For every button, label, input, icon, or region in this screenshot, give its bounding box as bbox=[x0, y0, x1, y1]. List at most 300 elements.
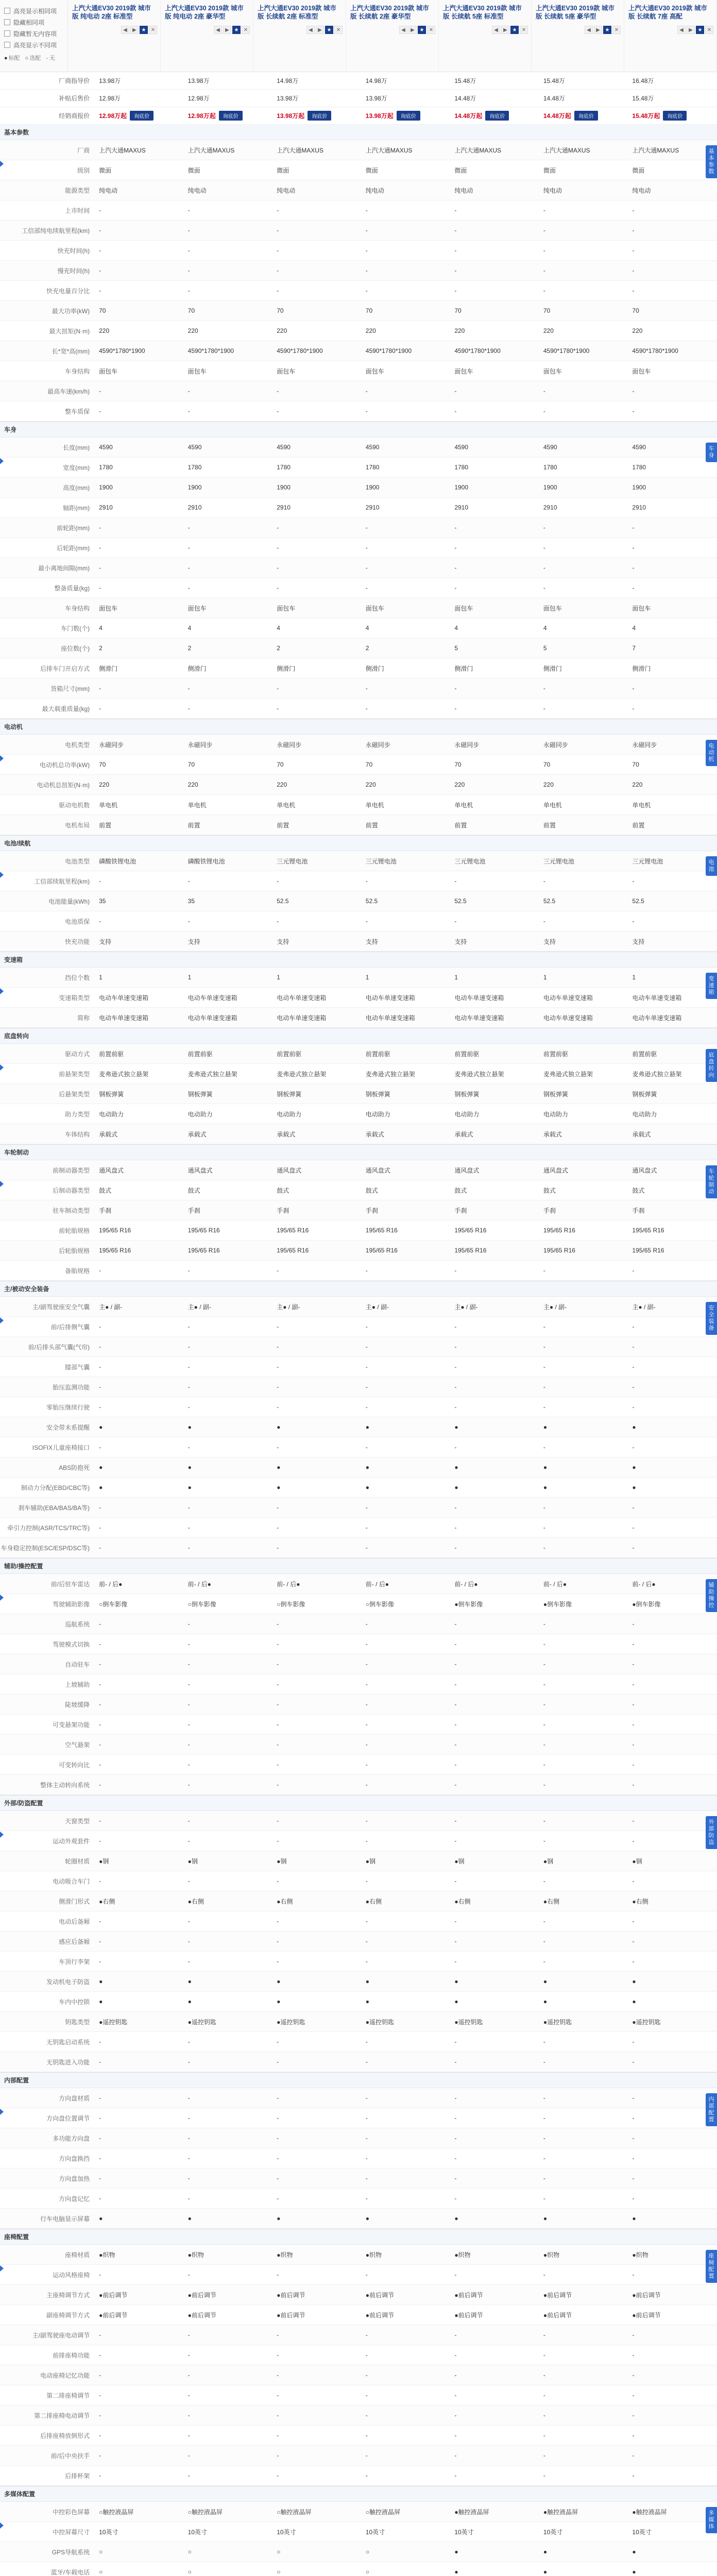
spec-row bbox=[0, 1180, 717, 1200]
spec-value: 10英寸 bbox=[277, 2528, 296, 2536]
spec-label: 后悬架类型 bbox=[59, 1090, 90, 1098]
price-value: 14.48万起 bbox=[454, 112, 483, 120]
spec-value: ● bbox=[632, 1484, 636, 1491]
spec-value: - bbox=[99, 1721, 101, 1728]
spec-value: ●右侧 bbox=[99, 1897, 115, 1905]
spec-value: - bbox=[187, 1877, 190, 1885]
option-highlight-same[interactable]: 高亮显示相同项 bbox=[4, 5, 63, 16]
spec-value: - bbox=[365, 267, 368, 274]
ask-price-button[interactable]: 询底价 bbox=[308, 111, 331, 121]
spec-value: - bbox=[99, 2331, 101, 2338]
move-left-icon[interactable]: ◀ bbox=[677, 26, 686, 34]
section-nav-tab[interactable]: 底盘转向 bbox=[706, 1049, 717, 1082]
car-name-link[interactable]: 上汽大通EV30 2019款 城市版 长续航 7座 高配 bbox=[628, 5, 707, 20]
checkbox-icon[interactable] bbox=[4, 42, 10, 48]
spec-value: - bbox=[454, 705, 457, 712]
car-name-link[interactable]: 上汽大通EV30 2019款 城市版 长续航 2座 豪华型 bbox=[350, 5, 429, 20]
spec-value: - bbox=[632, 2351, 635, 2359]
spec-label: 驾驶模式切换 bbox=[53, 1640, 90, 1648]
spec-value: - bbox=[277, 2094, 279, 2102]
spec-value: - bbox=[632, 1660, 635, 1668]
spec-row bbox=[0, 1377, 717, 1397]
spec-row bbox=[0, 1911, 717, 1931]
spec-value: - bbox=[543, 1817, 545, 1824]
spec-row bbox=[0, 2502, 717, 2522]
spec-value: 5 bbox=[454, 645, 458, 652]
pin-icon[interactable]: ★ bbox=[510, 26, 519, 34]
pin-icon[interactable]: ★ bbox=[140, 26, 148, 34]
spec-value: ●触控液晶屏 bbox=[632, 2508, 667, 2516]
spec-value: - bbox=[543, 1544, 545, 1551]
spec-value: - bbox=[99, 2134, 101, 2142]
spec-value: 侧滑门 bbox=[99, 665, 118, 672]
spec-value: - bbox=[187, 2351, 190, 2359]
spec-value: - bbox=[187, 1660, 190, 1668]
spec-value: 鼓式 bbox=[365, 1187, 378, 1194]
move-left-icon[interactable]: ◀ bbox=[492, 26, 500, 34]
spec-value: - bbox=[277, 207, 279, 214]
spec-value: - bbox=[99, 1877, 101, 1885]
option-hide-empty[interactable]: 隐藏暂无内容项 bbox=[4, 28, 63, 39]
spec-value: - bbox=[187, 207, 190, 214]
spec-value: 195/65 R16 bbox=[543, 1247, 575, 1254]
spec-row bbox=[0, 1008, 717, 1028]
close-icon[interactable]: ✕ bbox=[242, 26, 250, 34]
pin-icon[interactable]: ★ bbox=[325, 26, 333, 34]
pin-icon[interactable]: ★ bbox=[418, 26, 426, 34]
spec-value: - bbox=[187, 1958, 190, 1965]
spec-value: - bbox=[99, 1524, 101, 1531]
spec-row bbox=[0, 1574, 717, 1594]
move-left-icon[interactable]: ◀ bbox=[306, 26, 315, 34]
spec-value: - bbox=[543, 1701, 545, 1708]
spec-row bbox=[0, 2325, 717, 2345]
section-nav-tab[interactable]: 安全装备 bbox=[706, 1302, 717, 1335]
spec-value: 4590 bbox=[543, 444, 557, 451]
spec-value: - bbox=[187, 2271, 190, 2278]
spec-value: - bbox=[277, 1701, 279, 1708]
price-cell bbox=[362, 76, 451, 85]
spec-value: - bbox=[187, 2114, 190, 2122]
spec-value: 1780 bbox=[543, 464, 557, 471]
spec-label: 前/后驻车雷达 bbox=[50, 1580, 90, 1588]
spec-row bbox=[0, 1634, 717, 1654]
spec-value: 2910 bbox=[187, 504, 202, 511]
spec-value: 通风盘式 bbox=[632, 1166, 657, 1174]
spec-value: 侧滑门 bbox=[454, 665, 473, 672]
checkbox-icon[interactable] bbox=[4, 8, 10, 14]
move-right-icon[interactable]: ▶ bbox=[594, 26, 602, 34]
spec-row bbox=[0, 1952, 717, 1972]
spec-value: 单电机 bbox=[543, 801, 562, 809]
move-left-icon[interactable]: ◀ bbox=[399, 26, 407, 34]
spec-value: - bbox=[632, 2094, 635, 2102]
ask-price-button[interactable]: 询底价 bbox=[397, 111, 420, 121]
spec-row bbox=[0, 1200, 717, 1221]
spec-section bbox=[0, 125, 717, 422]
car-column bbox=[253, 0, 346, 72]
spec-row bbox=[0, 1891, 717, 1911]
spec-value: 1 bbox=[454, 974, 458, 981]
spec-value: - bbox=[543, 2155, 545, 2162]
spec-value: ●前后调节 bbox=[187, 2291, 216, 2299]
spec-value: - bbox=[277, 2155, 279, 2162]
spec-value: 永磁同步 bbox=[365, 741, 390, 749]
spec-value: - bbox=[365, 1504, 368, 1511]
spec-value: - bbox=[454, 1267, 457, 1274]
spec-value: - bbox=[187, 2371, 190, 2379]
move-right-icon[interactable]: ▶ bbox=[316, 26, 324, 34]
price-value: 14.48万 bbox=[543, 95, 565, 102]
close-icon[interactable]: ✕ bbox=[334, 26, 343, 34]
section-nav-tab[interactable]: 车身 bbox=[706, 443, 717, 462]
spec-value: 单电机 bbox=[277, 801, 296, 809]
spec-value: - bbox=[277, 2134, 279, 2142]
spec-value: - bbox=[632, 1383, 635, 1391]
checkbox-icon[interactable] bbox=[4, 19, 10, 25]
spec-row bbox=[0, 1594, 717, 1614]
spec-row bbox=[0, 1811, 717, 1831]
spec-value: 面包车 bbox=[632, 604, 651, 612]
spec-value: - bbox=[632, 2114, 635, 2122]
spec-value: ●倒车影像 bbox=[632, 1600, 661, 1608]
spec-value: - bbox=[99, 2114, 101, 2122]
spec-value: - bbox=[543, 1504, 545, 1511]
section-nav-tab[interactable]: 基本参数 bbox=[706, 145, 717, 178]
spec-value: - bbox=[365, 1640, 368, 1648]
spec-value: - bbox=[99, 2432, 101, 2439]
move-left-icon[interactable]: ◀ bbox=[121, 26, 129, 34]
spec-value: 纯电动 bbox=[454, 187, 473, 194]
spec-value: - bbox=[632, 1504, 635, 1511]
spec-label: 整体主动转向系统 bbox=[40, 1781, 90, 1789]
spec-row bbox=[0, 1831, 717, 1851]
spec-row bbox=[0, 1064, 717, 1084]
close-icon[interactable]: ✕ bbox=[427, 26, 435, 34]
spec-value: ○ bbox=[277, 2548, 281, 2555]
spec-value: 2910 bbox=[543, 504, 557, 511]
spec-value: - bbox=[454, 1504, 457, 1511]
pin-icon[interactable]: ★ bbox=[696, 26, 704, 34]
spec-value: - bbox=[454, 584, 457, 591]
price-cell bbox=[272, 94, 362, 103]
spec-value: ● bbox=[632, 1998, 636, 2005]
spec-row bbox=[0, 1337, 717, 1357]
spec-value: ● bbox=[277, 1423, 281, 1431]
ask-price-button[interactable]: 询底价 bbox=[574, 111, 598, 121]
spec-value: - bbox=[99, 1761, 101, 1768]
spec-section bbox=[0, 1028, 717, 1145]
spec-value: ● bbox=[187, 1978, 192, 1985]
spec-value: 侧滑门 bbox=[632, 665, 651, 672]
spec-value: - bbox=[277, 1817, 279, 1824]
spec-value: - bbox=[99, 1620, 101, 1628]
spec-value: - bbox=[454, 544, 457, 551]
close-icon[interactable]: ✕ bbox=[520, 26, 528, 34]
spec-value: 前- / 后● bbox=[277, 1580, 300, 1588]
spec-value: - bbox=[454, 1444, 457, 1451]
spec-value: 52.5 bbox=[543, 897, 556, 905]
ask-price-button[interactable]: 询底价 bbox=[130, 111, 153, 121]
spec-value: - bbox=[454, 685, 457, 692]
section-nav-tab[interactable]: 多媒体 bbox=[706, 2507, 717, 2533]
spec-label: 车门数(个) bbox=[61, 624, 90, 632]
spec-value: - bbox=[187, 1504, 190, 1511]
spec-value: 支持 bbox=[632, 938, 645, 945]
spec-value: - bbox=[454, 2371, 457, 2379]
spec-label: 驱动电机数 bbox=[59, 801, 90, 809]
spec-value: - bbox=[543, 1640, 545, 1648]
spec-row bbox=[0, 1972, 717, 1992]
spec-value: - bbox=[632, 408, 635, 415]
spec-label: 钥匙类型 bbox=[65, 2018, 90, 2026]
spec-row bbox=[0, 658, 717, 679]
spec-value: 面包车 bbox=[543, 367, 562, 375]
spec-value: - bbox=[454, 2094, 457, 2102]
spec-row bbox=[0, 871, 717, 891]
spec-row bbox=[0, 2108, 717, 2128]
spec-label: 后制动器类型 bbox=[53, 1187, 90, 1194]
car-name-link[interactable]: 上汽大通EV30 2019款 城市版 长续航 5座 豪华型 bbox=[536, 5, 614, 20]
spec-value: 10英寸 bbox=[187, 2528, 208, 2536]
spec-row bbox=[0, 1931, 717, 1952]
move-right-icon[interactable]: ▶ bbox=[687, 26, 695, 34]
spec-value: - bbox=[187, 1363, 190, 1370]
section-nav-tab[interactable]: 车轮制动 bbox=[706, 1165, 717, 1198]
price-cell bbox=[272, 111, 362, 121]
spec-value: - bbox=[365, 2175, 368, 2182]
spec-value: 上汽大通MAXUS bbox=[277, 146, 323, 154]
spec-value: - bbox=[187, 247, 190, 254]
spec-value: ○倒车影像 bbox=[99, 1600, 128, 1608]
spec-value: - bbox=[632, 1938, 635, 1945]
section-nav-tab[interactable]: 变速箱 bbox=[706, 973, 717, 999]
spec-value: 2 bbox=[99, 645, 103, 652]
spec-value: - bbox=[365, 2392, 368, 2399]
move-right-icon[interactable]: ▶ bbox=[501, 26, 509, 34]
section-nav-tab[interactable]: 电动机 bbox=[706, 740, 717, 766]
spec-label: 后轮胎规格 bbox=[59, 1247, 90, 1255]
spec-label: 变速箱类型 bbox=[59, 994, 90, 1002]
section-title: 辅助/操控配置 bbox=[0, 1558, 717, 1574]
spec-label: 车内中控锁 bbox=[59, 1998, 90, 2006]
spec-section bbox=[0, 1281, 717, 1558]
pin-icon[interactable]: ★ bbox=[232, 26, 241, 34]
ask-price-button[interactable]: 询底价 bbox=[485, 111, 509, 121]
spec-value: - bbox=[454, 1383, 457, 1391]
spec-value: 磷酸铁锂电池 bbox=[187, 857, 225, 865]
spec-label: 车身稳定控制(ESC/ESP/DSC等) bbox=[1, 1544, 90, 1552]
car-name-link[interactable]: 上汽大通EV30 2019款 城市版 纯电动 2座 豪华型 bbox=[165, 5, 244, 20]
spec-value: - bbox=[99, 524, 101, 531]
spec-value: 微面 bbox=[632, 166, 645, 174]
section-nav-tab[interactable]: 辅助操控 bbox=[706, 1579, 717, 1612]
spec-value: ●触控液晶屏 bbox=[454, 2508, 489, 2516]
spec-value: 70 bbox=[99, 307, 106, 314]
spec-value: 1 bbox=[365, 974, 369, 981]
car-name-link[interactable]: 上汽大通EV30 2019款 城市版 长续航 5座 标准型 bbox=[443, 5, 522, 20]
option-highlight-diff[interactable]: 高亮显示不同项 bbox=[4, 39, 63, 50]
spec-value: ○ bbox=[277, 2568, 281, 2575]
spec-row bbox=[0, 2189, 717, 2209]
spec-row bbox=[0, 1417, 717, 1437]
spec-label: 驻车制动类型 bbox=[53, 1207, 90, 1214]
move-left-icon[interactable]: ◀ bbox=[585, 26, 593, 34]
spec-value: ● bbox=[187, 1423, 192, 1431]
section-arrow-icon bbox=[0, 1832, 4, 1838]
pin-icon[interactable]: ★ bbox=[603, 26, 611, 34]
spec-value: - bbox=[543, 1741, 545, 1748]
spec-value: - bbox=[99, 2038, 101, 2045]
spec-value: - bbox=[632, 685, 635, 692]
spec-value: ●前后调节 bbox=[365, 2291, 395, 2299]
spec-row bbox=[0, 1357, 717, 1377]
spec-value: - bbox=[99, 2472, 101, 2479]
spec-value: 220 bbox=[187, 327, 198, 334]
spec-label: 前排座椅功能 bbox=[53, 2351, 90, 2359]
spec-value: - bbox=[454, 2195, 457, 2202]
section-arrow-icon bbox=[0, 2522, 4, 2529]
spec-value: ● bbox=[543, 1484, 548, 1491]
spec-value: - bbox=[365, 387, 368, 395]
spec-value: - bbox=[454, 1837, 457, 1844]
spec-value: ○倒车影像 bbox=[365, 1600, 395, 1608]
spec-label: 无钥匙进入功能 bbox=[46, 2058, 90, 2066]
spec-value: - bbox=[632, 1544, 635, 1551]
spec-value: - bbox=[99, 387, 101, 395]
spec-label: 座位数(个) bbox=[61, 645, 90, 652]
ask-price-button[interactable]: 询底价 bbox=[219, 111, 243, 121]
section-nav-tab[interactable]: 外部防盗 bbox=[706, 1816, 717, 1849]
spec-value: - bbox=[277, 408, 279, 415]
spec-value: 70 bbox=[454, 761, 462, 768]
spec-value: - bbox=[187, 1544, 190, 1551]
spec-value: 前置前驱 bbox=[99, 1050, 124, 1058]
close-icon[interactable]: ✕ bbox=[612, 26, 621, 34]
spec-value: 电动助力 bbox=[277, 1110, 302, 1118]
move-left-icon[interactable]: ◀ bbox=[214, 26, 222, 34]
spec-value: - bbox=[632, 564, 635, 571]
spec-value: 手刹 bbox=[187, 1207, 200, 1214]
spec-value: ●遥控钥匙 bbox=[277, 2018, 305, 2026]
spec-row bbox=[0, 140, 717, 160]
spec-value: - bbox=[543, 267, 545, 274]
spec-value: 220 bbox=[632, 781, 643, 788]
spec-value: - bbox=[543, 705, 545, 712]
spec-value: 2 bbox=[277, 645, 280, 652]
spec-label: 无钥匙启动系统 bbox=[46, 2038, 90, 2046]
price-value: 13.98万起 bbox=[365, 112, 394, 120]
spec-label: 货箱尺寸(mm) bbox=[50, 685, 90, 692]
spec-value: - bbox=[187, 1837, 190, 1844]
checkbox-icon[interactable] bbox=[4, 30, 10, 37]
spec-value: - bbox=[99, 685, 101, 692]
car-column bbox=[161, 0, 253, 72]
spec-value: 前置 bbox=[454, 821, 467, 829]
spec-value: 麦弗逊式独立悬架 bbox=[99, 1070, 149, 1078]
spec-value: 纯电动 bbox=[365, 187, 384, 194]
spec-row bbox=[0, 988, 717, 1008]
spec-section bbox=[0, 719, 717, 836]
spec-value: ●钢 bbox=[454, 1857, 465, 1865]
move-right-icon[interactable]: ▶ bbox=[130, 26, 139, 34]
spec-value: 支持 bbox=[99, 938, 112, 945]
spec-value: 钢板弹簧 bbox=[277, 1090, 302, 1098]
spec-value: 上汽大通MAXUS bbox=[187, 146, 235, 154]
spec-value: 三元锂电池 bbox=[632, 857, 663, 865]
spec-value: - bbox=[543, 1681, 545, 1688]
price-value: 12.98万 bbox=[187, 95, 210, 102]
move-right-icon[interactable]: ▶ bbox=[223, 26, 231, 34]
spec-value: - bbox=[187, 1640, 190, 1648]
price-cell bbox=[539, 76, 628, 85]
spec-value: 2 bbox=[187, 645, 192, 652]
spec-value: - bbox=[632, 1817, 635, 1824]
spec-label: 快充功能 bbox=[65, 938, 90, 945]
section-nav-tab[interactable]: 内部配置 bbox=[706, 2093, 717, 2126]
spec-value: - bbox=[277, 1640, 279, 1648]
section-arrow-icon bbox=[0, 2265, 4, 2272]
spec-value: - bbox=[277, 387, 279, 395]
spec-value: - bbox=[99, 1383, 101, 1391]
spec-value: - bbox=[277, 1761, 279, 1768]
price-value: 15.48万 bbox=[632, 95, 654, 102]
spec-value: ●织物 bbox=[365, 2251, 382, 2259]
spec-label: 侧滑门形式 bbox=[59, 1897, 90, 1905]
spec-row bbox=[0, 1317, 717, 1337]
spec-value: - bbox=[99, 2412, 101, 2419]
spec-value: 10英寸 bbox=[454, 2528, 474, 2536]
car-name-link[interactable]: 上汽大通EV30 2019款 城市版 长续航 2座 标准型 bbox=[258, 5, 336, 20]
spec-value: 通风盘式 bbox=[99, 1166, 124, 1174]
ask-price-button[interactable]: 询底价 bbox=[663, 111, 687, 121]
section-nav-tab[interactable]: 座椅配置 bbox=[706, 2250, 717, 2283]
spec-value: ● bbox=[454, 2215, 458, 2222]
price-cell bbox=[184, 76, 273, 85]
row-label: 厂商指导价 bbox=[59, 77, 90, 84]
spec-value: - bbox=[454, 1938, 457, 1945]
spec-value: 主● / 副- bbox=[187, 1303, 211, 1311]
spec-value: ● bbox=[543, 1464, 548, 1471]
spec-value: 1900 bbox=[543, 484, 557, 491]
spec-value: ● bbox=[277, 1484, 281, 1491]
spec-label: 运动风格座椅 bbox=[53, 2271, 90, 2279]
section-nav-tab[interactable]: 电池 bbox=[706, 856, 717, 876]
spec-value: - bbox=[99, 1363, 101, 1370]
spec-value: 70 bbox=[277, 761, 284, 768]
close-icon[interactable]: ✕ bbox=[705, 26, 713, 34]
move-right-icon[interactable]: ▶ bbox=[408, 26, 417, 34]
spec-section bbox=[0, 2073, 717, 2229]
car-name-link[interactable]: 上汽大通EV30 2019款 城市版 纯电动 2座 标准型 bbox=[72, 5, 151, 20]
spec-value: 永磁同步 bbox=[277, 741, 302, 749]
spec-value: - bbox=[277, 1837, 279, 1844]
spec-value: ● bbox=[365, 1978, 370, 1985]
spec-value: - bbox=[632, 2371, 635, 2379]
spec-row bbox=[0, 1241, 717, 1261]
spec-value: - bbox=[365, 2134, 368, 2142]
spec-value: - bbox=[277, 2412, 279, 2419]
spec-label: 后排杯架 bbox=[65, 2472, 90, 2480]
compare-header bbox=[0, 0, 717, 72]
spec-value: ●织物 bbox=[454, 2251, 471, 2259]
spec-value: 电动车单速变速箱 bbox=[365, 994, 415, 1002]
spec-value: 手刹 bbox=[365, 1207, 378, 1214]
spec-value: - bbox=[454, 1918, 457, 1925]
option-hide-same[interactable]: 隐藏相同项 bbox=[4, 16, 63, 28]
close-icon[interactable]: ✕ bbox=[149, 26, 157, 34]
spec-value: - bbox=[277, 1681, 279, 1688]
